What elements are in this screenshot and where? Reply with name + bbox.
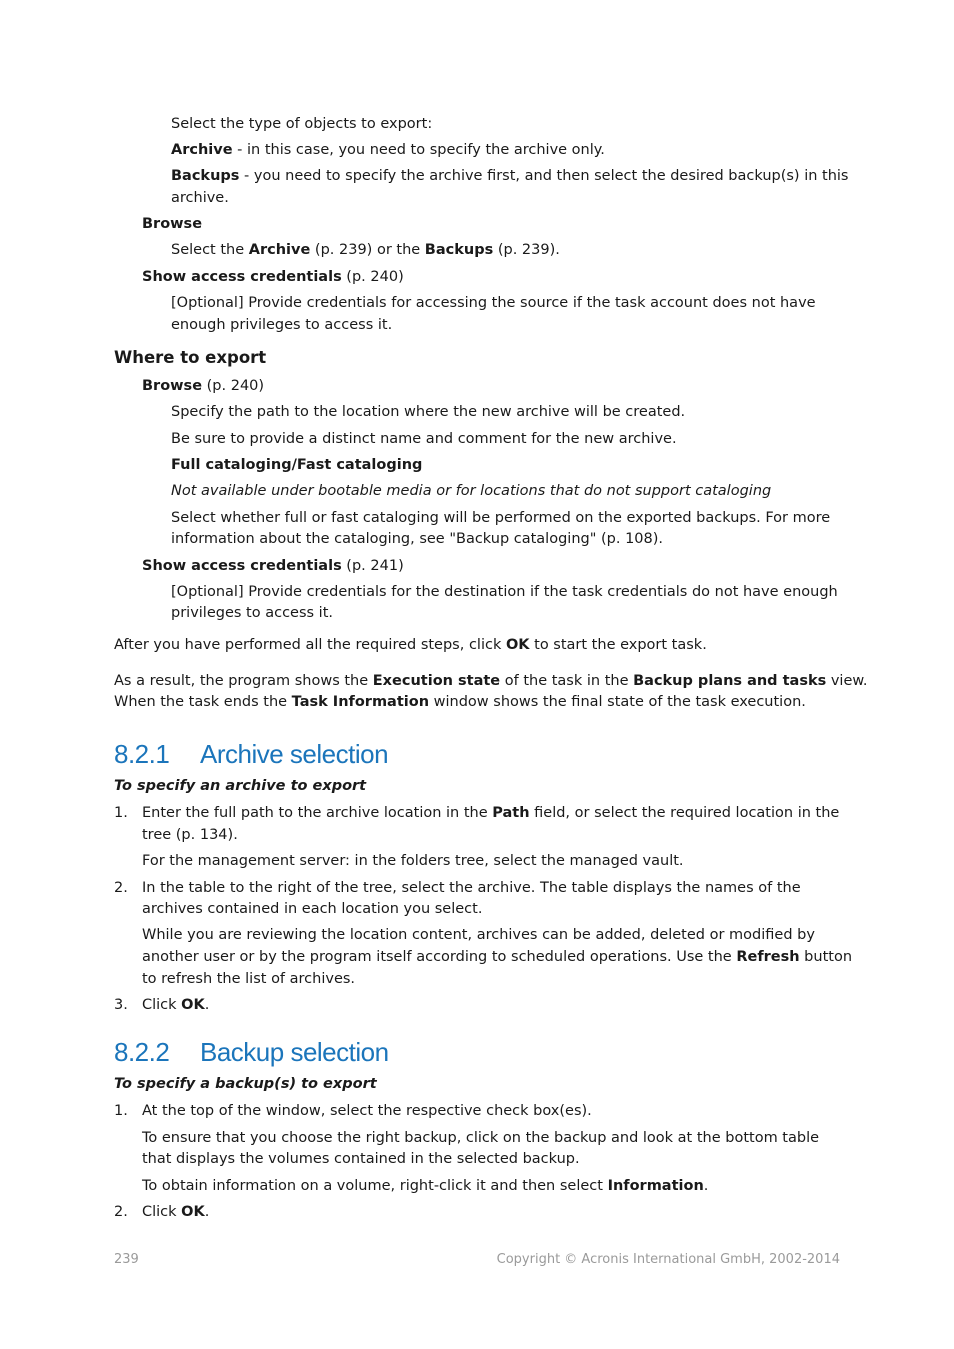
after-steps-text: After you have performed all the required steps, click OK to start the export task. bbox=[114, 637, 707, 653]
backup-step-1-note: To ensure that you choose the right backup, click on the backup and look at the bottom table bbox=[142, 1130, 820, 1146]
where-to-export-heading: Where to export bbox=[114, 348, 267, 367]
backup-step-2: Click OK. bbox=[142, 1204, 210, 1220]
archive-step-2: In the table to the right of the tree, select the archive. The table displays the names of the bbox=[142, 880, 801, 896]
procedure-backup: To specify a backup(s) to export bbox=[114, 1076, 377, 1092]
cataloging-note: Not available under bootable media or for locations that do not support cataloging bbox=[171, 483, 772, 499]
source-credentials-heading: Show access credentials (p. 240) bbox=[142, 269, 404, 285]
cataloging-heading: Full cataloging/Fast cataloging bbox=[171, 457, 423, 473]
result-text-cont: When the task ends the Task Information window shows the final state of the task execution. bbox=[114, 694, 806, 710]
archive-step-2-cont: archives contained in each location you select. bbox=[142, 901, 483, 917]
source-credentials-text-cont: enough privileges to access it. bbox=[171, 317, 393, 333]
backups-option: Backups - you need to specify the archive first, and then select the desired backup(s) in this bbox=[171, 168, 849, 184]
backup-step-1: At the top of the window, select the respective check box(es). bbox=[142, 1103, 592, 1119]
procedure-archive: To specify an archive to export bbox=[114, 778, 367, 794]
archive-step-2-note-cont: another user or by the program itself according to scheduled operations. Use the Refresh button bbox=[142, 949, 853, 965]
archive-option: Archive - in this case, you need to specify the archive only. bbox=[171, 142, 605, 158]
dest-credentials-text: [Optional] Provide credentials for the destination if the task credentials do not have enough bbox=[171, 584, 838, 600]
source-credentials-text: [Optional] Provide credentials for accessing the source if the task account does not have bbox=[171, 295, 816, 311]
archive-step-1-note: For the management server: in the folders tree, select the managed vault. bbox=[142, 853, 684, 869]
dest-name-text: Be sure to provide a distinct name and comment for the new archive. bbox=[171, 431, 677, 447]
cataloging-text: Select whether full or fast cataloging will be performed on the exported backups. For more bbox=[171, 510, 831, 526]
backup-step-1-info: To obtain information on a volume, right-click it and then select Information. bbox=[142, 1178, 709, 1194]
step-number: 1. bbox=[114, 805, 128, 821]
step-number: 2. bbox=[114, 1204, 128, 1220]
browse-text: Select the Archive (p. 239) or the Backups (p. 239). bbox=[171, 242, 560, 258]
copyright: Copyright © Acronis International GmbH, 2002-2014 bbox=[496, 1252, 840, 1267]
step-number: 1. bbox=[114, 1103, 128, 1119]
backups-option-cont: archive. bbox=[171, 190, 229, 206]
dest-path-text: Specify the path to the location where the new archive will be created. bbox=[171, 404, 686, 420]
result-text: As a result, the program shows the Execution state of the task in the Backup plans and tasks view. bbox=[114, 673, 868, 689]
archive-step-1: Enter the full path to the archive location in the Path field, or select the required location in the bbox=[142, 805, 840, 821]
dest-credentials-heading: Show access credentials (p. 241) bbox=[142, 558, 404, 574]
backup-step-1-note-cont: that displays the volumes contained in the selected backup. bbox=[142, 1151, 580, 1167]
step-number: 3. bbox=[114, 997, 128, 1013]
archive-step-2-note-end: to refresh the list of archives. bbox=[142, 971, 356, 987]
archive-step-1-cont: tree (p. 134). bbox=[142, 827, 238, 843]
dest-credentials-text-cont: privileges to access it. bbox=[171, 605, 333, 621]
dest-browse-heading: Browse (p. 240) bbox=[142, 378, 265, 394]
browse-heading: Browse bbox=[142, 216, 203, 232]
page-number: 239 bbox=[114, 1252, 139, 1267]
archive-step-3: Click OK. bbox=[142, 997, 210, 1013]
step-number: 2. bbox=[114, 880, 128, 896]
source-intro: Select the type of objects to export: bbox=[171, 116, 433, 132]
section-heading-archive-selection: 8.2.1 Archive selection bbox=[114, 739, 389, 769]
section-heading-backup-selection: 8.2.2 Backup selection bbox=[114, 1037, 389, 1067]
archive-step-2-note: While you are reviewing the location content, archives can be added, deleted or modified by bbox=[142, 927, 815, 943]
cataloging-text-cont: information about the cataloging, see "Backup cataloging" (p. 108). bbox=[171, 531, 664, 547]
